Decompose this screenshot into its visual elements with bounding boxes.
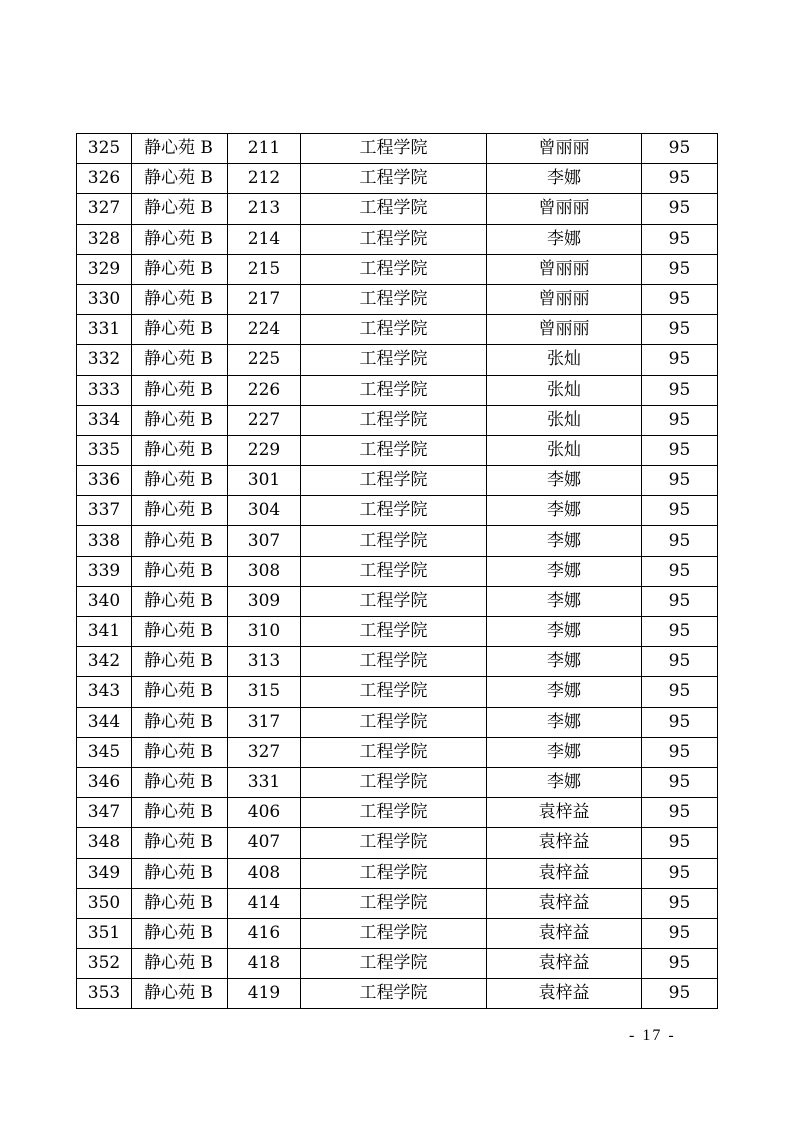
person-in-charge-cell: 张灿: [487, 405, 642, 435]
score-cell: 95: [642, 798, 718, 828]
row-number-cell: 353: [77, 979, 132, 1009]
room-number-cell: 212: [228, 164, 301, 194]
row-number-cell: 350: [77, 888, 132, 918]
score-cell: 95: [642, 737, 718, 767]
college-cell: 工程学院: [301, 586, 487, 616]
table-row: [77, 435, 718, 465]
score-cell: 95: [642, 949, 718, 979]
dormitory-score-table: [76, 133, 718, 1009]
document-sheet: [76, 133, 717, 1009]
room-number-cell: 307: [228, 526, 301, 556]
person-in-charge-cell: 李娜: [487, 647, 642, 677]
row-number-cell: 351: [77, 918, 132, 948]
college-cell: 工程学院: [301, 617, 487, 647]
table-row: [77, 254, 718, 284]
table-row: [77, 224, 718, 254]
building-cell: 静心苑 B: [132, 134, 228, 164]
room-number-cell: 418: [228, 949, 301, 979]
building-cell: 静心苑 B: [132, 435, 228, 465]
person-in-charge-cell: 李娜: [487, 526, 642, 556]
table-row: [77, 828, 718, 858]
table-row: [77, 858, 718, 888]
building-cell: 静心苑 B: [132, 405, 228, 435]
score-cell: 95: [642, 858, 718, 888]
room-number-cell: 225: [228, 345, 301, 375]
score-cell: 95: [642, 617, 718, 647]
building-cell: 静心苑 B: [132, 556, 228, 586]
room-number-cell: 416: [228, 918, 301, 948]
room-number-cell: 229: [228, 435, 301, 465]
college-cell: 工程学院: [301, 677, 487, 707]
row-number-cell: 328: [77, 224, 132, 254]
row-number-cell: 349: [77, 858, 132, 888]
room-number-cell: 313: [228, 647, 301, 677]
row-number-cell: 332: [77, 345, 132, 375]
college-cell: 工程学院: [301, 888, 487, 918]
score-cell: 95: [642, 888, 718, 918]
score-cell: 95: [642, 526, 718, 556]
college-cell: 工程学院: [301, 405, 487, 435]
row-number-cell: 335: [77, 435, 132, 465]
table-row: [77, 888, 718, 918]
room-number-cell: 327: [228, 737, 301, 767]
person-in-charge-cell: 张灿: [487, 435, 642, 465]
room-number-cell: 215: [228, 254, 301, 284]
college-cell: 工程学院: [301, 315, 487, 345]
building-cell: 静心苑 B: [132, 677, 228, 707]
table-row: [77, 586, 718, 616]
building-cell: 静心苑 B: [132, 315, 228, 345]
room-number-cell: 214: [228, 224, 301, 254]
row-number-cell: 336: [77, 466, 132, 496]
room-number-cell: 226: [228, 375, 301, 405]
row-number-cell: 338: [77, 526, 132, 556]
person-in-charge-cell: 李娜: [487, 586, 642, 616]
score-cell: 95: [642, 918, 718, 948]
row-number-cell: 344: [77, 707, 132, 737]
score-cell: 95: [642, 405, 718, 435]
room-number-cell: 414: [228, 888, 301, 918]
room-number-cell: 304: [228, 496, 301, 526]
table-row: [77, 405, 718, 435]
row-number-cell: 342: [77, 647, 132, 677]
college-cell: 工程学院: [301, 345, 487, 375]
score-cell: 95: [642, 134, 718, 164]
score-cell: 95: [642, 677, 718, 707]
page-number: - 17 -: [629, 1027, 676, 1044]
college-cell: 工程学院: [301, 767, 487, 797]
score-cell: 95: [642, 707, 718, 737]
person-in-charge-cell: 袁梓益: [487, 979, 642, 1009]
person-in-charge-cell: 李娜: [487, 737, 642, 767]
table-body: [77, 134, 718, 1009]
college-cell: 工程学院: [301, 737, 487, 767]
score-cell: 95: [642, 164, 718, 194]
person-in-charge-cell: 袁梓益: [487, 949, 642, 979]
score-cell: 95: [642, 828, 718, 858]
building-cell: 静心苑 B: [132, 798, 228, 828]
score-cell: 95: [642, 496, 718, 526]
building-cell: 静心苑 B: [132, 254, 228, 284]
person-in-charge-cell: 曾丽丽: [487, 194, 642, 224]
table-row: [77, 284, 718, 314]
college-cell: 工程学院: [301, 979, 487, 1009]
score-cell: 95: [642, 556, 718, 586]
college-cell: 工程学院: [301, 375, 487, 405]
person-in-charge-cell: 袁梓益: [487, 798, 642, 828]
person-in-charge-cell: 李娜: [487, 496, 642, 526]
college-cell: 工程学院: [301, 164, 487, 194]
person-in-charge-cell: 曾丽丽: [487, 134, 642, 164]
room-number-cell: 308: [228, 556, 301, 586]
table-row: [77, 496, 718, 526]
building-cell: 静心苑 B: [132, 707, 228, 737]
building-cell: 静心苑 B: [132, 949, 228, 979]
person-in-charge-cell: 李娜: [487, 466, 642, 496]
room-number-cell: 315: [228, 677, 301, 707]
building-cell: 静心苑 B: [132, 888, 228, 918]
building-cell: 静心苑 B: [132, 918, 228, 948]
score-cell: 95: [642, 435, 718, 465]
college-cell: 工程学院: [301, 798, 487, 828]
person-in-charge-cell: 袁梓益: [487, 918, 642, 948]
table-row: [77, 164, 718, 194]
building-cell: 静心苑 B: [132, 466, 228, 496]
college-cell: 工程学院: [301, 134, 487, 164]
college-cell: 工程学院: [301, 466, 487, 496]
table-row: [77, 375, 718, 405]
row-number-cell: 340: [77, 586, 132, 616]
table-row: [77, 526, 718, 556]
room-number-cell: 213: [228, 194, 301, 224]
row-number-cell: 341: [77, 617, 132, 647]
person-in-charge-cell: 李娜: [487, 617, 642, 647]
person-in-charge-cell: 李娜: [487, 677, 642, 707]
college-cell: 工程学院: [301, 647, 487, 677]
building-cell: 静心苑 B: [132, 284, 228, 314]
building-cell: 静心苑 B: [132, 496, 228, 526]
table-row: [77, 194, 718, 224]
row-number-cell: 334: [77, 405, 132, 435]
score-cell: 95: [642, 466, 718, 496]
room-number-cell: 317: [228, 707, 301, 737]
building-cell: 静心苑 B: [132, 224, 228, 254]
building-cell: 静心苑 B: [132, 617, 228, 647]
row-number-cell: 331: [77, 315, 132, 345]
score-cell: 95: [642, 647, 718, 677]
college-cell: 工程学院: [301, 254, 487, 284]
person-in-charge-cell: 李娜: [487, 707, 642, 737]
room-number-cell: 227: [228, 405, 301, 435]
person-in-charge-cell: 曾丽丽: [487, 254, 642, 284]
building-cell: 静心苑 B: [132, 737, 228, 767]
table-row: [77, 918, 718, 948]
table-row: [77, 737, 718, 767]
building-cell: 静心苑 B: [132, 526, 228, 556]
table-row: [77, 466, 718, 496]
college-cell: 工程学院: [301, 556, 487, 586]
room-number-cell: 408: [228, 858, 301, 888]
building-cell: 静心苑 B: [132, 828, 228, 858]
college-cell: 工程学院: [301, 858, 487, 888]
college-cell: 工程学院: [301, 224, 487, 254]
table-row: [77, 345, 718, 375]
person-in-charge-cell: 张灿: [487, 345, 642, 375]
room-number-cell: 310: [228, 617, 301, 647]
row-number-cell: 345: [77, 737, 132, 767]
person-in-charge-cell: 袁梓益: [487, 858, 642, 888]
college-cell: 工程学院: [301, 828, 487, 858]
table-row: [77, 315, 718, 345]
row-number-cell: 330: [77, 284, 132, 314]
score-cell: 95: [642, 315, 718, 345]
building-cell: 静心苑 B: [132, 858, 228, 888]
college-cell: 工程学院: [301, 918, 487, 948]
row-number-cell: 339: [77, 556, 132, 586]
table-row: [77, 979, 718, 1009]
building-cell: 静心苑 B: [132, 345, 228, 375]
college-cell: 工程学院: [301, 284, 487, 314]
person-in-charge-cell: 李娜: [487, 767, 642, 797]
row-number-cell: 337: [77, 496, 132, 526]
person-in-charge-cell: 曾丽丽: [487, 315, 642, 345]
person-in-charge-cell: 李娜: [487, 164, 642, 194]
building-cell: 静心苑 B: [132, 979, 228, 1009]
college-cell: 工程学院: [301, 496, 487, 526]
table-row: [77, 767, 718, 797]
building-cell: 静心苑 B: [132, 194, 228, 224]
table-row: [77, 556, 718, 586]
table-row: [77, 949, 718, 979]
score-cell: 95: [642, 224, 718, 254]
room-number-cell: 211: [228, 134, 301, 164]
row-number-cell: 343: [77, 677, 132, 707]
room-number-cell: 331: [228, 767, 301, 797]
room-number-cell: 301: [228, 466, 301, 496]
table-row: [77, 677, 718, 707]
score-cell: 95: [642, 979, 718, 1009]
table-row: [77, 707, 718, 737]
row-number-cell: 333: [77, 375, 132, 405]
room-number-cell: 217: [228, 284, 301, 314]
building-cell: 静心苑 B: [132, 767, 228, 797]
score-cell: 95: [642, 375, 718, 405]
building-cell: 静心苑 B: [132, 647, 228, 677]
row-number-cell: 346: [77, 767, 132, 797]
score-cell: 95: [642, 586, 718, 616]
row-number-cell: 347: [77, 798, 132, 828]
table-row: [77, 798, 718, 828]
row-number-cell: 325: [77, 134, 132, 164]
person-in-charge-cell: 李娜: [487, 224, 642, 254]
score-cell: 95: [642, 345, 718, 375]
score-cell: 95: [642, 254, 718, 284]
score-cell: 95: [642, 194, 718, 224]
room-number-cell: 224: [228, 315, 301, 345]
person-in-charge-cell: 李娜: [487, 556, 642, 586]
row-number-cell: 326: [77, 164, 132, 194]
college-cell: 工程学院: [301, 707, 487, 737]
room-number-cell: 419: [228, 979, 301, 1009]
room-number-cell: 407: [228, 828, 301, 858]
college-cell: 工程学院: [301, 526, 487, 556]
score-cell: 95: [642, 284, 718, 314]
table-row: [77, 617, 718, 647]
room-number-cell: 309: [228, 586, 301, 616]
person-in-charge-cell: 曾丽丽: [487, 284, 642, 314]
room-number-cell: 406: [228, 798, 301, 828]
row-number-cell: 327: [77, 194, 132, 224]
college-cell: 工程学院: [301, 435, 487, 465]
table-row: [77, 134, 718, 164]
row-number-cell: 352: [77, 949, 132, 979]
building-cell: 静心苑 B: [132, 164, 228, 194]
building-cell: 静心苑 B: [132, 586, 228, 616]
row-number-cell: 348: [77, 828, 132, 858]
score-cell: 95: [642, 767, 718, 797]
person-in-charge-cell: 张灿: [487, 375, 642, 405]
table-row: [77, 647, 718, 677]
college-cell: 工程学院: [301, 194, 487, 224]
row-number-cell: 329: [77, 254, 132, 284]
building-cell: 静心苑 B: [132, 375, 228, 405]
person-in-charge-cell: 袁梓益: [487, 888, 642, 918]
college-cell: 工程学院: [301, 949, 487, 979]
person-in-charge-cell: 袁梓益: [487, 828, 642, 858]
